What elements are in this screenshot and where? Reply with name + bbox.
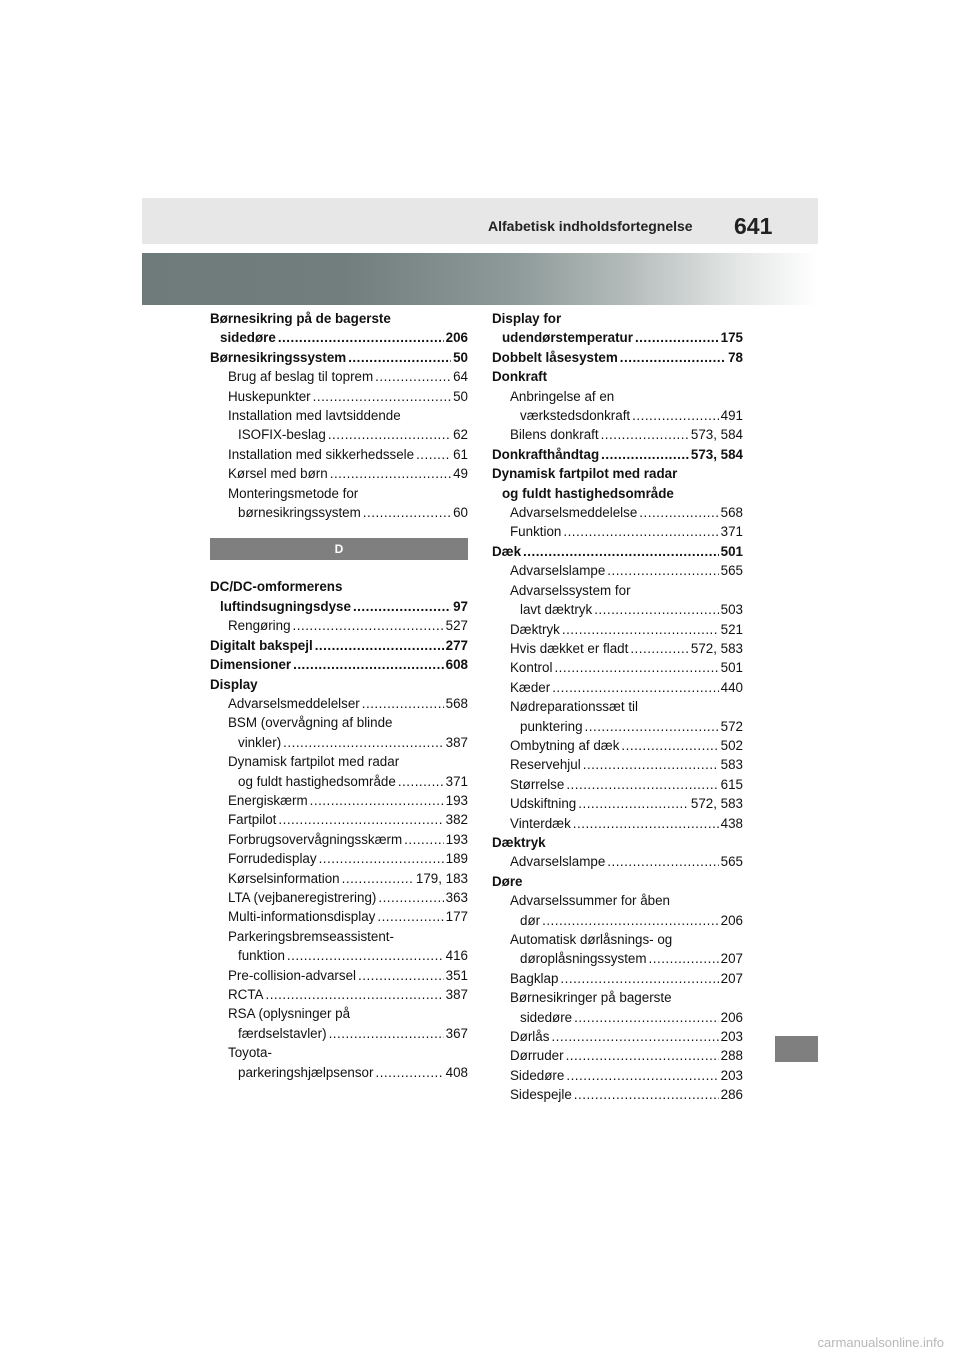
index-entry bbox=[210, 907, 468, 926]
index-entry bbox=[210, 655, 468, 674]
index-entry-term: Størrelse bbox=[510, 776, 565, 792]
dot-leader bbox=[649, 949, 719, 968]
watermark: carmanualsonline.info bbox=[817, 1335, 944, 1350]
dot-leader bbox=[265, 985, 443, 1004]
index-entry-page: 50 bbox=[453, 349, 468, 365]
index-entry bbox=[492, 620, 743, 639]
index-entry-term: RCTA bbox=[228, 987, 264, 1002]
index-entry bbox=[210, 597, 468, 616]
index-entry bbox=[492, 367, 743, 386]
index-entry bbox=[492, 522, 743, 541]
index-entry-page: 572, 583 bbox=[690, 796, 743, 812]
index-entry bbox=[492, 775, 743, 794]
index-entry-term: Børnesikringssystem bbox=[210, 349, 347, 365]
dot-leader bbox=[523, 542, 719, 561]
index-entry-term: luftindsugningsdyse bbox=[220, 598, 351, 614]
index-entry-term: sidedøre bbox=[220, 330, 276, 346]
index-entry-term: sidedøre bbox=[520, 1009, 573, 1025]
index-entry-page: 193 bbox=[445, 792, 468, 808]
index-entry bbox=[492, 561, 743, 580]
index-entry bbox=[210, 348, 468, 367]
index-entry bbox=[492, 445, 743, 464]
index-entry-page: 60 bbox=[453, 505, 468, 521]
index-entry-page: 371 bbox=[720, 524, 743, 540]
dot-leader bbox=[375, 1063, 443, 1082]
index-entry bbox=[210, 830, 468, 849]
dot-leader bbox=[278, 810, 443, 829]
index-entry-page: 568 bbox=[445, 695, 468, 711]
index-entry-term: Monteringsmetode for bbox=[228, 485, 359, 501]
index-entry-term: Bagklap bbox=[510, 970, 559, 986]
index-entry bbox=[210, 791, 468, 810]
index-entry-term: Funktion bbox=[510, 524, 562, 540]
index-entry-term: Forbrugsovervågningsskærm bbox=[228, 831, 403, 847]
index-entry-page: 207 bbox=[720, 951, 743, 967]
index-entry-term: døroplåsningssystem bbox=[520, 951, 647, 967]
index-entry bbox=[492, 639, 743, 658]
index-entry-term: børnesikringssystem bbox=[238, 505, 361, 521]
index-entry-term: Advarselssystem for bbox=[510, 582, 631, 598]
index-entry bbox=[492, 794, 743, 813]
dot-leader bbox=[574, 1008, 719, 1027]
index-entry-term: Digitalt bakspejl bbox=[210, 637, 313, 653]
dot-leader bbox=[574, 1085, 719, 1104]
dot-leader bbox=[573, 814, 719, 833]
dot-leader bbox=[353, 597, 451, 616]
index-entry bbox=[210, 445, 468, 464]
index-entry-page: 97 bbox=[453, 598, 468, 614]
index-entry bbox=[492, 833, 743, 852]
dot-leader bbox=[583, 755, 719, 774]
index-entry-page: 206 bbox=[720, 912, 743, 928]
index-entry-page: 416 bbox=[445, 948, 468, 964]
index-entry-term: Kørsel med børn bbox=[228, 466, 328, 482]
index-entry bbox=[492, 949, 743, 968]
page-title: Alfabetisk indholdsfortegnelse bbox=[488, 218, 693, 234]
dot-leader bbox=[287, 946, 444, 965]
dot-leader bbox=[293, 616, 444, 635]
index-entry bbox=[210, 425, 468, 444]
index-entry-term: udendørstemperatur bbox=[502, 330, 633, 346]
index-entry bbox=[210, 367, 468, 386]
index-list-d bbox=[210, 577, 468, 1082]
dot-leader bbox=[330, 464, 451, 483]
index-entry-term: Hvis dækket er fladt bbox=[510, 640, 629, 656]
index-entry-term: Dynamisk fartpilot med radar bbox=[228, 754, 400, 770]
index-entry bbox=[492, 1046, 743, 1065]
dot-leader bbox=[342, 869, 414, 888]
index-entry-page: 64 bbox=[453, 369, 468, 385]
index-entry bbox=[492, 814, 743, 833]
index-entry-page: 502 bbox=[720, 737, 743, 753]
index-entry bbox=[492, 678, 743, 697]
index-entry-page: 286 bbox=[720, 1087, 743, 1103]
index-entry-term: funktion bbox=[238, 948, 285, 964]
index-entry-page: 608 bbox=[445, 657, 468, 673]
index-entry bbox=[210, 503, 468, 522]
dot-leader bbox=[562, 620, 719, 639]
dot-leader bbox=[632, 406, 719, 425]
index-entry bbox=[210, 616, 468, 635]
index-entry-page: 387 bbox=[445, 987, 468, 1002]
dot-leader bbox=[594, 600, 718, 619]
index-entry-term: Automatisk dørlåsnings- og bbox=[510, 932, 673, 947]
dot-leader bbox=[630, 639, 689, 658]
index-entry bbox=[492, 755, 743, 774]
dot-leader bbox=[329, 1024, 444, 1043]
index-entry bbox=[210, 577, 468, 596]
index-entry bbox=[210, 694, 468, 713]
dot-leader bbox=[554, 658, 718, 677]
index-entry-page: 408 bbox=[445, 1064, 468, 1080]
index-entry-term: Kontrol bbox=[510, 660, 553, 676]
index-entry-page: 177 bbox=[445, 909, 468, 925]
index-entry-page: 351 bbox=[445, 967, 468, 983]
header-gradient-bar bbox=[142, 253, 818, 305]
index-entry-page: 573, 584 bbox=[690, 446, 743, 462]
index-entry-page: 203 bbox=[720, 1067, 743, 1083]
dot-leader bbox=[578, 794, 689, 813]
dot-leader bbox=[601, 445, 689, 464]
index-entry-term: Nødreparationssæt til bbox=[510, 699, 639, 715]
index-entry-page: 50 bbox=[453, 388, 468, 404]
index-entry-page: 491 bbox=[720, 408, 743, 424]
index-entry-term: Anbringelse af en bbox=[510, 388, 615, 404]
index-entry bbox=[492, 542, 743, 561]
dot-leader bbox=[621, 736, 718, 755]
index-entry-term: Sidedøre bbox=[510, 1067, 565, 1083]
index-entry bbox=[492, 852, 743, 871]
index-entry bbox=[492, 406, 743, 425]
index-entry-term: DC/DC-omformerens bbox=[210, 579, 343, 595]
dot-leader bbox=[310, 791, 444, 810]
index-entry-page: 49 bbox=[453, 466, 468, 482]
index-entry bbox=[492, 872, 743, 891]
index-entry-term: Forrudedisplay bbox=[228, 851, 317, 867]
dot-leader bbox=[278, 328, 444, 347]
dot-leader bbox=[585, 717, 719, 736]
index-entry-page: 288 bbox=[720, 1048, 743, 1064]
index-entry-page: 382 bbox=[445, 812, 468, 828]
dot-leader bbox=[639, 503, 718, 522]
dot-leader bbox=[560, 969, 718, 988]
index-entry bbox=[210, 406, 468, 425]
index-entry bbox=[492, 425, 743, 444]
index-entry bbox=[210, 1043, 468, 1062]
index-entry-page: 193 bbox=[445, 831, 468, 847]
index-entry bbox=[210, 966, 468, 985]
dot-leader bbox=[566, 775, 718, 794]
index-entry bbox=[210, 888, 468, 907]
dot-leader bbox=[378, 888, 443, 907]
index-entry bbox=[492, 484, 743, 503]
index-entry-page: 501 bbox=[720, 543, 743, 559]
index-entry bbox=[492, 930, 743, 949]
index-entry bbox=[210, 484, 468, 503]
index-entry-term: Fartpilot bbox=[228, 812, 277, 828]
dot-leader bbox=[348, 348, 451, 367]
index-entry-term: Display for bbox=[492, 311, 562, 326]
dot-leader bbox=[551, 1027, 718, 1046]
index-entry-term: ISOFIX-beslag bbox=[238, 427, 326, 443]
index-entry bbox=[492, 464, 743, 483]
dot-leader bbox=[404, 830, 444, 849]
index-entry-term: færdselstavler) bbox=[238, 1025, 327, 1041]
section-side-tab bbox=[775, 1036, 818, 1062]
index-entry-term: Advarselsmeddelelser bbox=[228, 695, 360, 711]
dot-leader bbox=[319, 849, 444, 868]
index-entry-term: Bilens donkraft bbox=[510, 427, 599, 443]
index-entry bbox=[210, 309, 468, 328]
index-entry bbox=[210, 927, 468, 946]
index-entry-page: 387 bbox=[445, 734, 468, 750]
index-entry-page: 206 bbox=[445, 330, 468, 346]
index-column-left bbox=[210, 309, 468, 1082]
index-entry bbox=[492, 969, 743, 988]
index-entry-term: Pre-collision-advarsel bbox=[228, 967, 357, 983]
index-entry-term: punktering bbox=[520, 718, 583, 734]
index-entry-term: Donkraft bbox=[492, 369, 548, 385]
index-entry-term: og fuldt hastighedsområde bbox=[502, 485, 674, 501]
index-entry bbox=[492, 309, 743, 328]
index-entry-term: Reservehjul bbox=[510, 757, 581, 773]
index-entry-term: Multi-informationsdisplay bbox=[228, 909, 376, 925]
index-entry-page: 568 bbox=[720, 505, 743, 521]
index-entry-term: Børnesikringer på bagerste bbox=[510, 990, 672, 1006]
index-entry-page: 203 bbox=[720, 1029, 743, 1045]
dot-leader bbox=[566, 1046, 719, 1065]
index-entry bbox=[492, 503, 743, 522]
dot-leader bbox=[362, 694, 444, 713]
index-column-right bbox=[492, 309, 743, 1105]
index-entry bbox=[492, 328, 743, 347]
index-entry-page: 61 bbox=[453, 446, 468, 462]
index-entry-term: Ombytning af dæk bbox=[510, 737, 620, 753]
index-entry bbox=[492, 736, 743, 755]
dot-leader bbox=[552, 678, 718, 697]
index-entry bbox=[210, 636, 468, 655]
index-entry bbox=[492, 891, 743, 910]
dot-leader bbox=[607, 852, 718, 871]
index-entry-term: RSA (oplysninger på bbox=[228, 1006, 351, 1022]
dot-leader bbox=[328, 425, 451, 444]
index-entry-term: værkstedsdonkraft bbox=[520, 408, 631, 424]
index-entry bbox=[210, 713, 468, 732]
index-entry bbox=[492, 697, 743, 716]
index-entry-term: Dynamisk fartpilot med radar bbox=[492, 466, 678, 482]
index-entry-term: Display bbox=[210, 676, 258, 692]
header-band bbox=[142, 198, 818, 244]
index-entry-page: 371 bbox=[445, 773, 468, 789]
index-entry bbox=[492, 387, 743, 406]
index-entry-page: 583 bbox=[720, 757, 743, 773]
index-entry-term: Vinterdæk bbox=[510, 815, 571, 831]
index-entry bbox=[210, 810, 468, 829]
index-entry-term: Installation med sikkerhedssele bbox=[228, 446, 415, 462]
page-number: 641 bbox=[734, 213, 773, 239]
dot-leader bbox=[563, 522, 718, 541]
index-entry-page: 527 bbox=[445, 618, 468, 634]
index-entry-term: LTA (vejbaneregistrering) bbox=[228, 889, 377, 905]
dot-leader bbox=[620, 348, 726, 367]
index-entry-page: 572 bbox=[720, 718, 743, 734]
index-entry-page: 363 bbox=[445, 889, 468, 905]
index-entry-term: Dobbelt låsesystem bbox=[492, 349, 618, 365]
index-entry-term: vinkler) bbox=[238, 734, 282, 750]
index-entry bbox=[210, 387, 468, 406]
index-entry-page: 207 bbox=[720, 970, 743, 986]
index-entry-term: dør bbox=[520, 912, 541, 928]
index-entry-page: 521 bbox=[720, 621, 743, 637]
index-entry-page: 440 bbox=[720, 679, 743, 695]
index-entry bbox=[210, 328, 468, 347]
index-entry-page: 206 bbox=[720, 1009, 743, 1025]
index-entry bbox=[492, 1066, 743, 1085]
index-entry bbox=[210, 733, 468, 752]
index-entry-term: Udskiftning bbox=[510, 796, 577, 812]
dot-leader bbox=[601, 425, 689, 444]
index-entry bbox=[210, 752, 468, 771]
dot-leader bbox=[416, 445, 451, 464]
index-entry bbox=[210, 985, 468, 1004]
index-entry-term: Rengøring bbox=[228, 618, 291, 634]
index-entry bbox=[492, 717, 743, 736]
index-entry-term: Parkeringsbremseassistent- bbox=[228, 928, 394, 944]
index-entry-term: Brug af beslag til toprem bbox=[228, 369, 374, 385]
index-entry bbox=[492, 1085, 743, 1104]
index-entry bbox=[210, 675, 468, 694]
index-entry-term: Børnesikring på de bagerste bbox=[210, 311, 391, 326]
index-entry-term: Advarselslampe bbox=[510, 854, 606, 870]
index-entry-page: 438 bbox=[720, 815, 743, 831]
index-entry-page: 503 bbox=[720, 602, 743, 618]
index-entry-page: 572, 583 bbox=[690, 640, 743, 656]
index-entry bbox=[210, 1004, 468, 1023]
index-entry-term: Sidespejle bbox=[510, 1087, 572, 1103]
index-entry-term: Donkrafthåndtag bbox=[492, 446, 600, 462]
index-entry bbox=[492, 1027, 743, 1046]
dot-leader bbox=[398, 772, 444, 791]
index-entry-page: 62 bbox=[453, 427, 468, 443]
index-entry bbox=[210, 464, 468, 483]
dot-leader bbox=[313, 387, 451, 406]
index-entry-page: 573, 584 bbox=[690, 427, 743, 443]
index-entry-term: Dørlås bbox=[510, 1029, 550, 1045]
index-entry bbox=[210, 1024, 468, 1043]
index-entry-term: Advarselslampe bbox=[510, 563, 606, 579]
index-entry-term: Advarselsmeddelelse bbox=[510, 505, 638, 521]
index-entry-term: Dæktryk bbox=[510, 621, 560, 637]
index-entry-page: 501 bbox=[720, 660, 743, 676]
index-list-d-continued bbox=[492, 309, 743, 1105]
index-entry bbox=[492, 581, 743, 600]
index-entry bbox=[210, 849, 468, 868]
index-entry-term: Døre bbox=[492, 873, 523, 889]
index-entry-page: 615 bbox=[720, 776, 743, 792]
dot-leader bbox=[607, 561, 718, 580]
index-entry-term: lavt dæktryk bbox=[520, 602, 593, 618]
index-entry-page: 565 bbox=[720, 854, 743, 870]
index-entry-term: Huskepunkter bbox=[228, 388, 311, 404]
index-entry-term: Energiskærm bbox=[228, 792, 308, 808]
index-entry-term: Dørruder bbox=[510, 1048, 564, 1064]
index-entry-term: Dæktryk bbox=[492, 834, 546, 850]
index-entry-page: 175 bbox=[720, 330, 743, 346]
index-entry-term: Dæk bbox=[492, 543, 522, 559]
index-entry bbox=[492, 348, 743, 367]
index-entry bbox=[210, 869, 468, 888]
dot-leader bbox=[566, 1066, 718, 1085]
index-entry-term: Kørselsinformation bbox=[228, 870, 340, 886]
index-entry bbox=[210, 946, 468, 965]
dot-leader bbox=[635, 328, 719, 347]
dot-leader bbox=[283, 733, 444, 752]
index-entry-page: 189 bbox=[445, 851, 468, 867]
dot-leader bbox=[315, 636, 444, 655]
index-entry bbox=[210, 1063, 468, 1082]
index-entry bbox=[492, 988, 743, 1007]
index-entry-term: og fuldt hastighedsområde bbox=[238, 773, 396, 789]
dot-leader bbox=[542, 911, 719, 930]
index-entry bbox=[492, 658, 743, 677]
index-entry-term: Advarselssummer for åben bbox=[510, 893, 671, 909]
index-entry-page: 179, 183 bbox=[415, 870, 468, 886]
dot-leader bbox=[375, 367, 451, 386]
dot-leader bbox=[358, 966, 444, 985]
index-entry bbox=[210, 772, 468, 791]
index-list-b bbox=[210, 309, 468, 522]
index-entry bbox=[492, 1008, 743, 1027]
index-entry-term: Dimensioner bbox=[210, 657, 292, 673]
dot-leader bbox=[363, 503, 451, 522]
index-entry-term: parkeringshjælpsensor bbox=[238, 1064, 374, 1080]
index-entry-term: Toyota- bbox=[228, 1045, 272, 1061]
index-entry-page: 565 bbox=[720, 563, 743, 579]
index-entry bbox=[492, 911, 743, 930]
index-entry bbox=[492, 600, 743, 619]
index-entry-term: Installation med lavtsiddende bbox=[228, 408, 401, 424]
section-header-d: D bbox=[210, 538, 468, 560]
index-entry-term: Kæder bbox=[510, 679, 551, 695]
dot-leader bbox=[293, 655, 444, 674]
index-entry-page: 78 bbox=[728, 349, 743, 365]
dot-leader bbox=[377, 907, 443, 926]
index-entry-page: 277 bbox=[445, 637, 468, 653]
index-entry-page: 367 bbox=[445, 1025, 468, 1041]
index-entry-term: BSM (overvågning af blinde bbox=[228, 715, 393, 731]
